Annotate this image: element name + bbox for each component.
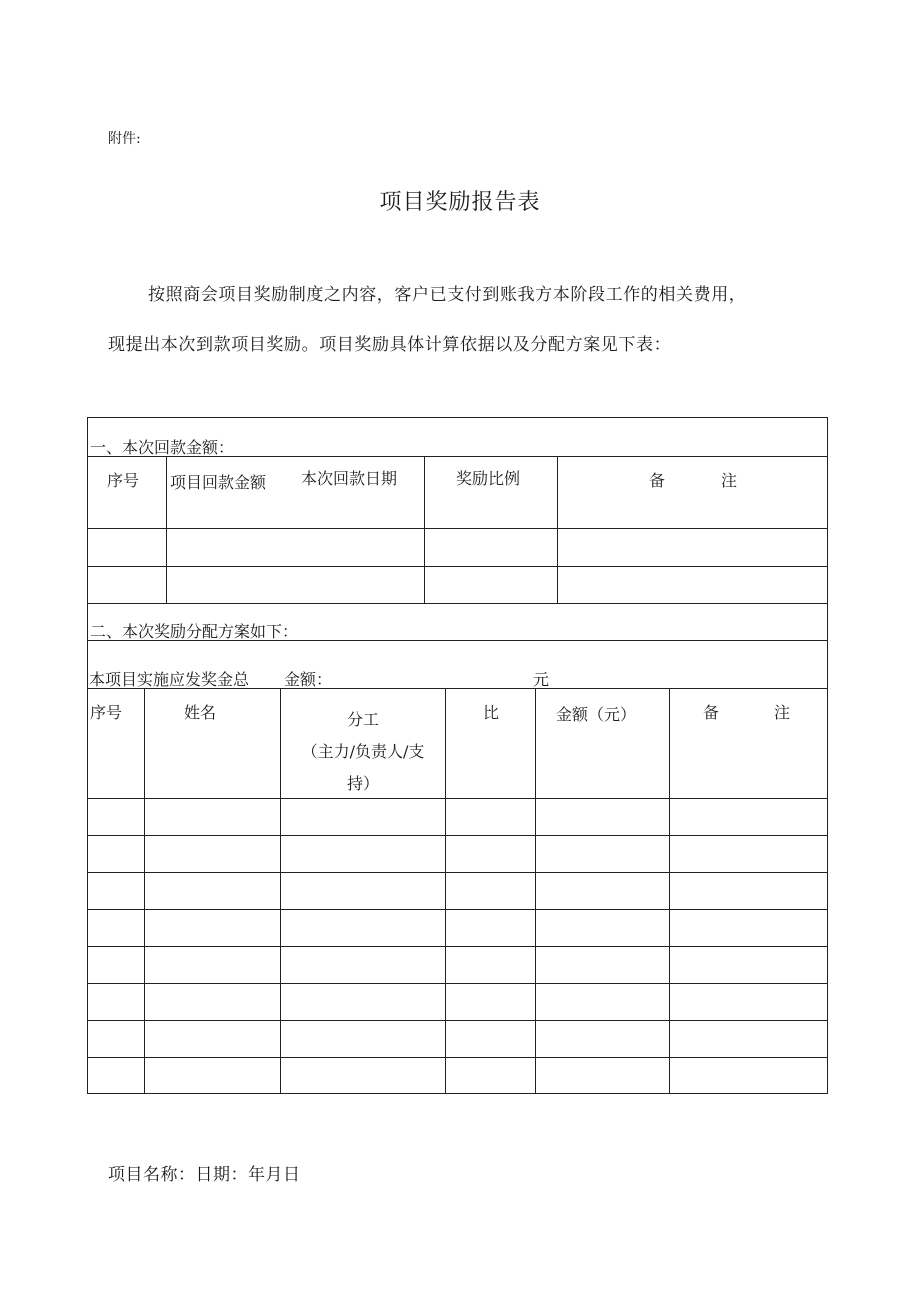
section2-heading: 二、本次奖励分配方案如下： — [90, 622, 299, 641]
s1-cell[interactable] — [425, 529, 557, 566]
divider — [88, 688, 827, 689]
s1-header-remark-a: 备 — [649, 471, 666, 490]
s2-unit: 元 — [533, 670, 550, 689]
s1-header-remark-b: 注 — [721, 471, 738, 490]
reward-report-form — [87, 417, 828, 1094]
s2-total-amount-field[interactable] — [334, 658, 530, 686]
s2-amount-label: 金额： — [284, 670, 333, 689]
s2-table-row[interactable] — [88, 799, 827, 835]
divider — [88, 456, 827, 457]
divider — [424, 456, 425, 603]
s2-header-role-line2: （主力/负责人/支 — [301, 742, 425, 761]
s2-header-role-line1: 分工 — [346, 710, 379, 729]
s1-header-ratio: 奖励比例 — [456, 469, 521, 488]
s2-header-seq: 序号 — [90, 703, 123, 722]
s1-cell[interactable] — [167, 567, 423, 602]
page-title: 项目奖励报告表 — [379, 190, 541, 215]
s2-table-row[interactable] — [88, 1021, 827, 1057]
s2-table-row[interactable] — [88, 873, 827, 909]
s2-header-ratio: 比 — [483, 703, 500, 722]
s1-cell[interactable] — [88, 567, 166, 602]
s2-table-row[interactable] — [88, 984, 827, 1020]
divider — [557, 456, 558, 603]
s2-header-role-line3: 持） — [346, 774, 379, 793]
s2-header-role — [281, 704, 445, 800]
divider — [88, 603, 827, 604]
s2-header-amount: 金额（元） — [556, 705, 637, 724]
intro-line-1: 按照商会项目奖励制度之内容，客户已支付到账我方本阶段工作的相关费用， — [148, 285, 747, 305]
divider — [88, 640, 827, 641]
s1-cell[interactable] — [88, 529, 166, 566]
intro-line-2: 现提出本次到款项目奖励。项目奖励具体计算依据以及分配方案见下表： — [108, 335, 672, 355]
s2-table-row[interactable] — [88, 1058, 827, 1093]
section1-heading: 一、本次回款金额： — [90, 438, 235, 457]
footer-project-date: 项目名称：日期：年月日 — [108, 1165, 301, 1185]
s1-header-amount: 项目回款金额 — [170, 473, 267, 492]
s2-table-row[interactable] — [88, 947, 827, 983]
s1-cell[interactable] — [167, 529, 423, 566]
s1-header-date: 本次回款日期 — [301, 469, 398, 488]
s2-header-remark-a: 备 — [703, 703, 720, 722]
s1-header-seq: 序号 — [107, 471, 140, 490]
divider — [166, 456, 167, 603]
s2-header-name: 姓名 — [184, 703, 217, 722]
s1-cell[interactable] — [425, 567, 557, 602]
s2-table-row[interactable] — [88, 836, 827, 872]
s2-total-label: 本项目实施应发奖金总 — [89, 670, 250, 689]
s2-table-row[interactable] — [88, 910, 827, 946]
s2-header-remark-b: 注 — [774, 703, 791, 722]
attachment-label: 附件: — [108, 131, 141, 147]
s1-cell[interactable] — [558, 567, 827, 602]
s1-cell[interactable] — [558, 529, 827, 566]
